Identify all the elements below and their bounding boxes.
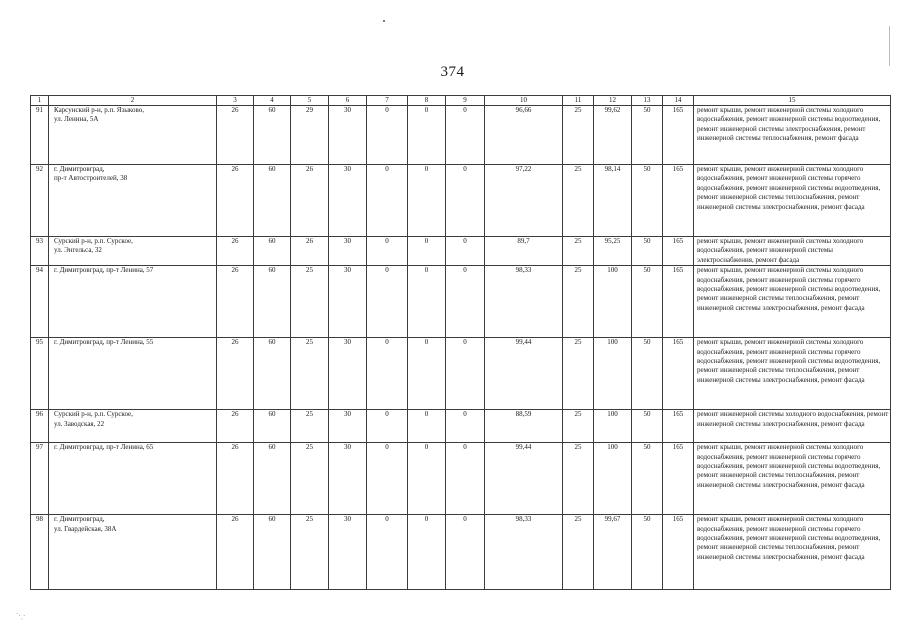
- row-number: 96: [31, 410, 49, 443]
- repair-table: [30, 95, 891, 590]
- address-cell: Сурский р-н, р.п. Сурское, ул. Энгельса, 32: [49, 237, 217, 266]
- value-cell: 0: [408, 515, 446, 590]
- address-cell: г. Димитровград, пр-т Автостроителей, 38: [49, 165, 217, 237]
- value-cell: 30: [329, 338, 367, 410]
- value-cell: 99,44: [485, 338, 563, 410]
- value-cell: 30: [329, 237, 367, 266]
- table-row: [31, 515, 891, 590]
- column-header: 8: [408, 96, 446, 106]
- value-cell: 165: [663, 266, 694, 338]
- table-row: [31, 165, 891, 237]
- value-cell: 25: [291, 410, 329, 443]
- table-row: [31, 237, 891, 266]
- value-cell: 26: [291, 165, 329, 237]
- value-cell: 50: [632, 515, 663, 590]
- value-cell: 50: [632, 165, 663, 237]
- address-cell: Сурский р-н, р.п. Сурское, ул. Заводская, 22: [49, 410, 217, 443]
- row-number: 92: [31, 165, 49, 237]
- value-cell: 0: [446, 338, 485, 410]
- row-number: 91: [31, 106, 49, 165]
- column-header: 12: [594, 96, 632, 106]
- column-header: 9: [446, 96, 485, 106]
- table-row: [31, 338, 891, 410]
- value-cell: 99,62: [594, 106, 632, 165]
- value-cell: 99,44: [485, 443, 563, 515]
- value-cell: 25: [563, 338, 594, 410]
- value-cell: 25: [563, 515, 594, 590]
- value-cell: 60: [254, 106, 291, 165]
- value-cell: 0: [446, 237, 485, 266]
- works-cell: ремонт крыши, ремонт инженерной системы холодного водоснабжения, ремонт инженерной системы горячего водоснабжения, ремонт инженерной системы водоотведения, ремонт инженерной системы теплоснабжения, ремонт инженерной системы электроснабжения, ремонт фасада: [694, 515, 891, 590]
- value-cell: 0: [367, 165, 408, 237]
- value-cell: 30: [329, 410, 367, 443]
- value-cell: 100: [594, 410, 632, 443]
- works-cell: ремонт крыши, ремонт инженерной системы холодного водоснабжения, ремонт инженерной системы горячего водоснабжения, ремонт инженерной системы водоотведения, ремонт инженерной системы теплоснабжения, ремонт инженерной системы электроснабжения, ремонт фасада: [694, 443, 891, 515]
- value-cell: 0: [408, 443, 446, 515]
- value-cell: 26: [217, 338, 254, 410]
- value-cell: 50: [632, 338, 663, 410]
- value-cell: 165: [663, 338, 694, 410]
- value-cell: 0: [446, 410, 485, 443]
- value-cell: 0: [408, 338, 446, 410]
- value-cell: 29: [291, 106, 329, 165]
- column-header: 10: [485, 96, 563, 106]
- value-cell: 0: [408, 165, 446, 237]
- column-header: 3: [217, 96, 254, 106]
- value-cell: 60: [254, 410, 291, 443]
- column-header: 11: [563, 96, 594, 106]
- value-cell: 30: [329, 515, 367, 590]
- row-number: 94: [31, 266, 49, 338]
- value-cell: 0: [446, 443, 485, 515]
- value-cell: 100: [594, 266, 632, 338]
- value-cell: 89,7: [485, 237, 563, 266]
- works-cell: ремонт крыши, ремонт инженерной системы холодного водоснабжения, ремонт инженерной системы горячего водоснабжения, ремонт инженерной системы водоотведения, ремонт инженерной системы теплоснабжения, ремонт инженерной системы электроснабжения, ремонт фасада: [694, 165, 891, 237]
- value-cell: 60: [254, 443, 291, 515]
- value-cell: 100: [594, 443, 632, 515]
- value-cell: 0: [367, 106, 408, 165]
- value-cell: 26: [217, 410, 254, 443]
- value-cell: 50: [632, 410, 663, 443]
- column-header: 2: [49, 96, 217, 106]
- table-row: [31, 443, 891, 515]
- value-cell: 26: [217, 237, 254, 266]
- column-header: 14: [663, 96, 694, 106]
- row-number: 95: [31, 338, 49, 410]
- column-header: 6: [329, 96, 367, 106]
- value-cell: 26: [217, 106, 254, 165]
- column-header: 5: [291, 96, 329, 106]
- column-header: 15: [694, 96, 891, 106]
- value-cell: 98,33: [485, 266, 563, 338]
- address-cell: г. Димитровград, пр-т Ленина, 57: [49, 266, 217, 338]
- value-cell: 88,59: [485, 410, 563, 443]
- value-cell: 25: [563, 443, 594, 515]
- value-cell: 26: [217, 443, 254, 515]
- value-cell: 0: [446, 106, 485, 165]
- address-cell: г. Димитровград, пр-т Ленина, 55: [49, 338, 217, 410]
- table-row: [31, 410, 891, 443]
- works-cell: ремонт крыши, ремонт инженерной системы холодного водоснабжения, ремонт инженерной системы горячего водоснабжения, ремонт инженерной системы водоотведения, ремонт инженерной системы теплоснабжения, ремонт инженерной системы электроснабжения, ремонт фасада: [694, 338, 891, 410]
- row-number: 98: [31, 515, 49, 590]
- value-cell: 25: [291, 515, 329, 590]
- scan-speck: [383, 20, 385, 22]
- value-cell: 26: [217, 515, 254, 590]
- works-cell: ремонт крыши, ремонт инженерной системы холодного водоснабжения, ремонт инженерной системы водоотведения, ремонт инженерной системы электроснабжения, ремонт инженерной системы теплоснабжения, ремонт фасада: [694, 106, 891, 165]
- value-cell: 30: [329, 165, 367, 237]
- value-cell: 98,14: [594, 165, 632, 237]
- row-number: 93: [31, 237, 49, 266]
- column-header: 13: [632, 96, 663, 106]
- value-cell: 165: [663, 410, 694, 443]
- value-cell: 50: [632, 443, 663, 515]
- value-cell: 0: [367, 237, 408, 266]
- value-cell: 0: [367, 266, 408, 338]
- value-cell: 0: [408, 106, 446, 165]
- value-cell: 0: [367, 443, 408, 515]
- value-cell: 0: [367, 338, 408, 410]
- value-cell: 60: [254, 266, 291, 338]
- value-cell: 60: [254, 237, 291, 266]
- value-cell: 165: [663, 515, 694, 590]
- value-cell: 25: [563, 237, 594, 266]
- value-cell: 25: [563, 165, 594, 237]
- value-cell: 95,25: [594, 237, 632, 266]
- value-cell: 60: [254, 515, 291, 590]
- value-cell: 0: [446, 266, 485, 338]
- value-cell: 98,33: [485, 515, 563, 590]
- page-number: 374: [440, 64, 465, 80]
- value-cell: 25: [291, 443, 329, 515]
- address-cell: Карсунский р-н, р.п. Языково, ул. Ленина, 5А: [49, 106, 217, 165]
- value-cell: 100: [594, 338, 632, 410]
- value-cell: 26: [291, 237, 329, 266]
- value-cell: 25: [563, 266, 594, 338]
- value-cell: 0: [408, 266, 446, 338]
- value-cell: 60: [254, 165, 291, 237]
- value-cell: 165: [663, 165, 694, 237]
- table-body: [31, 96, 891, 590]
- table-row: [31, 106, 891, 165]
- value-cell: 30: [329, 266, 367, 338]
- value-cell: 25: [563, 410, 594, 443]
- value-cell: 30: [329, 443, 367, 515]
- value-cell: 0: [367, 410, 408, 443]
- value-cell: 165: [663, 237, 694, 266]
- value-cell: 60: [254, 338, 291, 410]
- works-cell: ремонт крыши, ремонт инженерной системы холодного водоснабжения, ремонт инженерной системы горячего водоснабжения, ремонт инженерной системы водоотведения, ремонт инженерной системы теплоснабжения, ремонт инженерной системы электроснабжения, ремонт фасада: [694, 266, 891, 338]
- column-header-row: [31, 96, 891, 106]
- value-cell: 96,66: [485, 106, 563, 165]
- value-cell: 0: [367, 515, 408, 590]
- value-cell: 25: [563, 106, 594, 165]
- address-cell: г. Димитровград, ул. Гвардейская, 38А: [49, 515, 217, 590]
- value-cell: 50: [632, 237, 663, 266]
- column-header: 4: [254, 96, 291, 106]
- column-header: 1: [31, 96, 49, 106]
- works-cell: ремонт крыши, ремонт инженерной системы холодного водоснабжения, ремонт инженерной системы электроснабжения, ремонт фасада: [694, 237, 891, 266]
- value-cell: 0: [446, 165, 485, 237]
- value-cell: 25: [291, 338, 329, 410]
- row-number: 97: [31, 443, 49, 515]
- value-cell: 0: [446, 515, 485, 590]
- value-cell: 50: [632, 266, 663, 338]
- address-cell: г. Димитровград, пр-т Ленина, 65: [49, 443, 217, 515]
- value-cell: 25: [291, 266, 329, 338]
- value-cell: 30: [329, 106, 367, 165]
- value-cell: 165: [663, 443, 694, 515]
- value-cell: 0: [408, 237, 446, 266]
- value-cell: 99,67: [594, 515, 632, 590]
- scan-edge-line: [889, 26, 892, 66]
- table-row: [31, 266, 891, 338]
- value-cell: 97,22: [485, 165, 563, 237]
- margin-mark: ˋ·ˏ·: [16, 612, 26, 620]
- value-cell: 26: [217, 165, 254, 237]
- value-cell: 26: [217, 266, 254, 338]
- value-cell: 50: [632, 106, 663, 165]
- value-cell: 165: [663, 106, 694, 165]
- works-cell: ремонт инженерной системы холодного водоснабжения, ремонт инженерной системы электроснабжения, ремонт фасада: [694, 410, 891, 443]
- column-header: 7: [367, 96, 408, 106]
- value-cell: 0: [408, 410, 446, 443]
